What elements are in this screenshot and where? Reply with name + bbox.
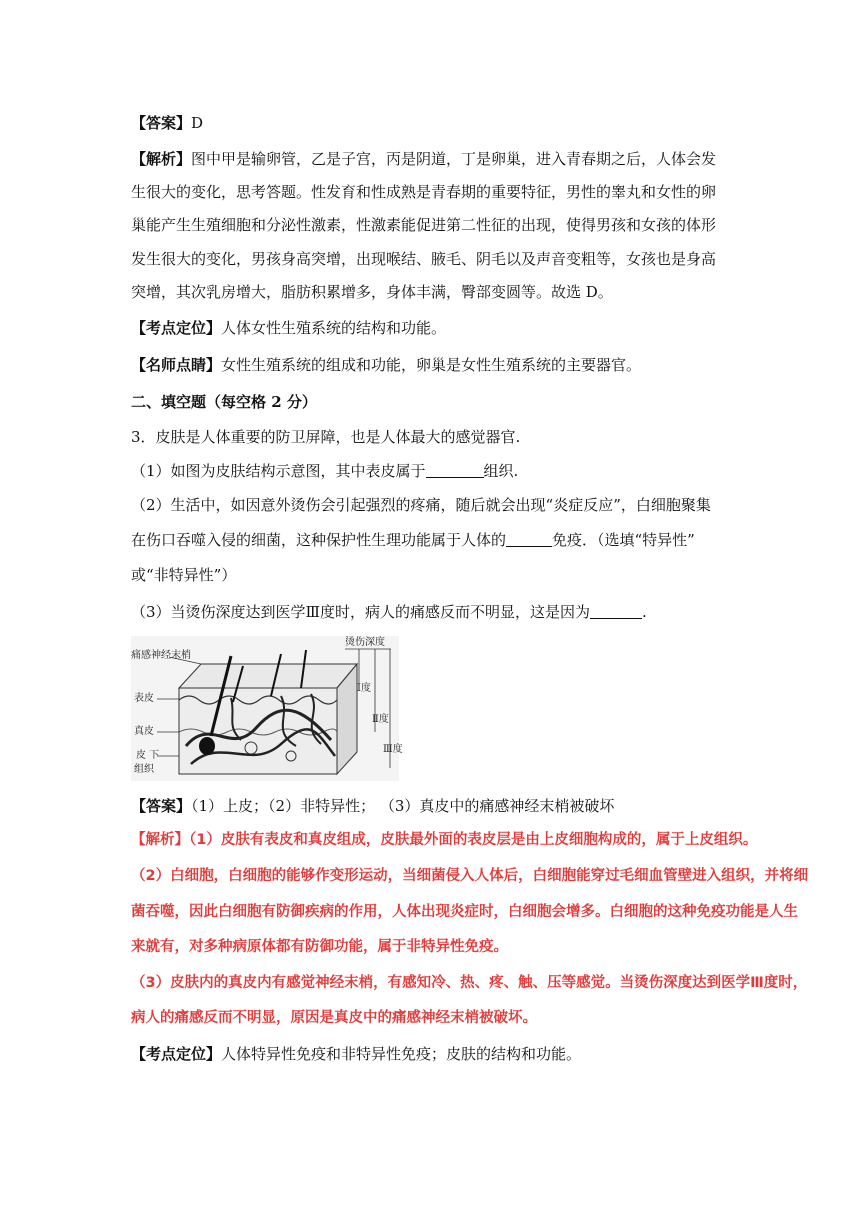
question-3-part-2-line-3: 或“非特异性”）	[131, 566, 237, 584]
analysis-3-line-1: 【解析】（1）皮肤有表皮和真皮组成，皮肤最外面的表皮层是由上皮细胞构成的，属于上皮组织。	[131, 832, 758, 848]
analysis-3-line-4: 来就有，对多种病原体都有防御功能，属于非特异性免疫。	[131, 939, 508, 955]
answer-blank-1	[426, 463, 484, 478]
question-3-part-2-line-1: （2）生活中，如因意外烫伤会引起强烈的疼痛，随后就会出现“炎症反应”，白细胞聚集	[131, 496, 711, 514]
analysis-3-line-3: 菌吞噬，因此白细胞有防御疾病的作用，人体出现炎症时，白细胞会增多。白细胞的这种免疫功能是人生	[131, 904, 798, 920]
label-pain-nerve-ending: 痛感神经末梢	[131, 650, 191, 661]
label-epidermis: 表皮	[134, 693, 154, 704]
question-3-part-3: （3）当烫伤深度达到医学Ⅲ度时，病人的痛感反而不明显，这是因为 .	[131, 603, 647, 621]
question-3-part-2-line-2: 在伤口吞噬入侵的细菌，这种保护性生理功能属于人体的 免疫．（选填“特异性”	[131, 531, 695, 549]
exam-point-3: 【考点定位】人体特异性免疫和非特异性免疫；皮肤的结构和功能。	[131, 1045, 582, 1063]
label-degree-3: Ⅲ度	[383, 744, 403, 755]
answer-blank-3	[590, 604, 642, 619]
label-degree-2: Ⅱ度	[372, 714, 389, 725]
answer-blank-2	[506, 532, 552, 547]
teacher-tip-1: 【名师点睛】女性生殖系统的组成和功能，卵巢是女性生殖系统的主要器官。	[131, 356, 642, 374]
exam-point-1: 【考点定位】人体女性生殖系统的结构和功能。	[131, 319, 447, 337]
analysis-3-line-2: （2）白细胞，白细胞的能够作变形运动，当细菌侵入人体后，白细胞能穿过毛细血管壁进入组织，并将细	[131, 868, 809, 884]
analysis-3-line-5: （3）皮肤内的真皮内有感觉神经末梢，有感知冷、热、疼、触、压等感觉。当烫伤深度达到医学Ⅲ度时，	[131, 975, 808, 991]
analysis-1-line-5: 突增，其次乳房增大，脂肪积累增多，身体丰满，臀部变圆等。故选 D。	[131, 283, 613, 301]
label-subcutaneous-2: 组织	[134, 764, 154, 775]
analysis-1-line-3: 巢能产生生殖细胞和分泌性激素，性激素能促进第二性征的出现，使得男孩和女孩的体形	[131, 216, 717, 234]
label-burn-depth: 烫伤深度	[345, 637, 385, 648]
answer-3: 【答案】（1）上皮；（2）非特异性； （3）真皮中的痛感神经末梢被破坏	[131, 797, 615, 815]
answer-1: 【答案】D	[131, 114, 204, 132]
label-degree-1: Ⅰ度	[357, 683, 371, 694]
label-dermis: 真皮	[134, 726, 154, 737]
section-heading: 二、填空题（每空格 2 分）	[131, 393, 317, 411]
analysis-3-line-6: 病人的痛感反而不明显，原因是真皮中的痛感神经末梢被破坏。	[131, 1010, 537, 1026]
analysis-1-line-4: 发生很大的变化，男孩身高突增，出现喉结、腋毛、阴毛以及声音变粗等，女孩也是身高	[131, 250, 717, 268]
analysis-1-line-1: 【解析】图中甲是输卵管，乙是子宫，丙是阴道，丁是卵巢，进入青春期之后，人体会发	[131, 150, 717, 168]
analysis-1-line-2: 生很大的变化，思考答题。性发育和性成熟是青春期的重要特征，男性的睾丸和女性的卵	[131, 183, 717, 201]
skin-structure-diagram	[131, 636, 403, 781]
label-subcutaneous-1: 皮 下	[136, 750, 160, 761]
question-3-stem: 3．皮肤是人体重要的防卫屏障，也是人体最大的感觉器官.	[131, 428, 521, 446]
question-3-part-1: （1）如图为皮肤结构示意图，其中表皮属于 组织.	[131, 462, 519, 480]
